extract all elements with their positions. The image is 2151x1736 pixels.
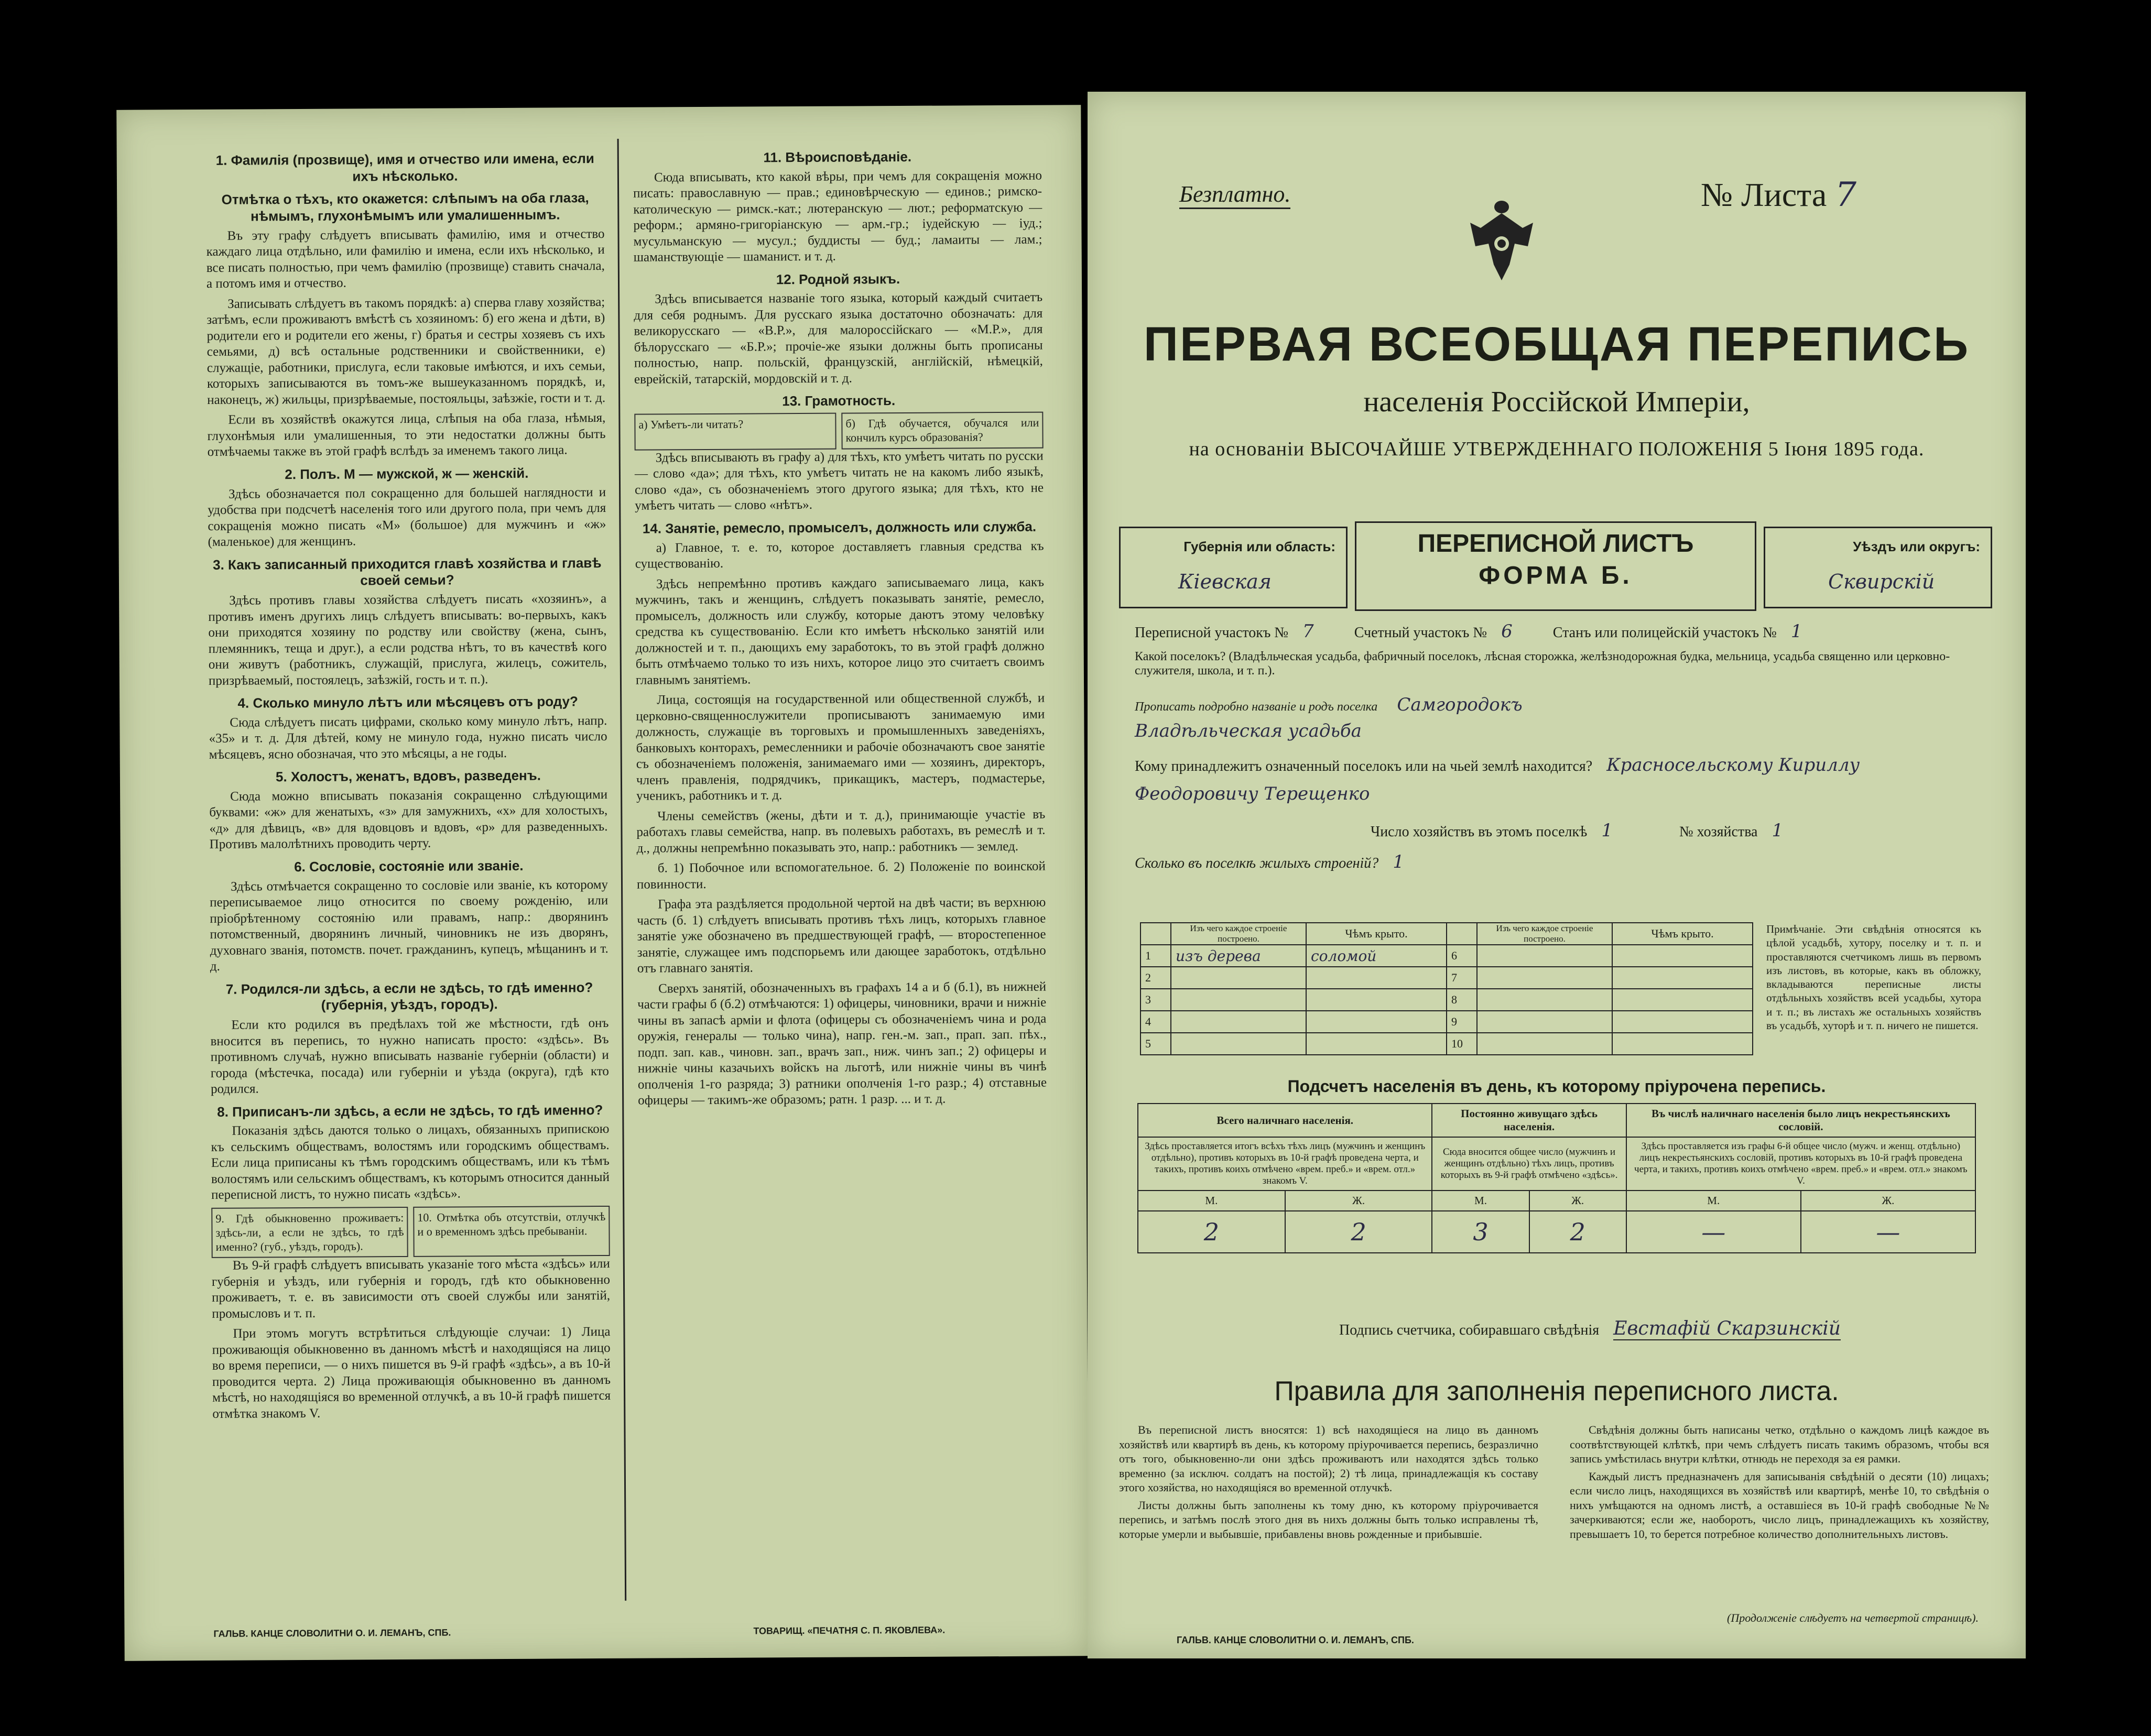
owner-value-1: Красносельскому Кириллу (1606, 755, 1860, 776)
section-paragraph: Графа эта раздѣляется продольной чертой на двѣ части; въ верхнюю часть (б. 1) слѣдуетъ вписывать противъ тѣхъ лицъ, которыхъ главное занятіе уже обозначено въ предшествующей графѣ, — второстепенное занятіе, служащее имъ подспорьемъ или дающее заработокъ, отдѣльно отъ главнаго занятія. (637, 895, 1046, 976)
section-paragraph: Сюда можно вписывать показанія сокращенно слѣдующими буквами: «ж» для женатыхъ, «з» для замужнихъ, «х» для холостыхъ, «д» для дѣвицъ, «в» для вдовцовъ и вдовъ, «р» для разведенныхъ. Противъ малолѣтнихъ проводить черту. (209, 787, 608, 852)
building-material (1171, 989, 1306, 1011)
rules-column-b (1570, 1423, 1989, 1544)
instructions-column-a (206, 144, 611, 1426)
building-roof-header-2: Чѣмъ крыто. (1612, 923, 1753, 945)
two-part-heading (634, 412, 1043, 451)
building-number: 4 (1140, 1011, 1171, 1033)
building-number: 1 (1140, 945, 1171, 967)
section-paragraph: Записывать слѣдуетъ въ такомъ порядкѣ: а) сперва главу хозяйства; затѣмъ, если проживаютъ вмѣстѣ съ хозяиномъ: б) его жена и дѣти, в) родители его и родители его жены, г) братья и сестры хозяевъ съ ихъ семьями, д) всѣ остальные родственники и свойственники, е) служащіе, работники, прислуга, если таковые имѣются, и ихъ семьи, которыхъ записываются въ томъ-же вышеуказанномъ порядкѣ, и, наконецъ, ж) жильцы, призрѣваемые, постояльцы, заѣзжіе, гости и т. д. (207, 294, 606, 407)
section-paragraph: Здѣсь непремѣнно противъ каждаго записываемаго лица, какъ мужчинъ, такъ и женщинъ, слѣдуетъ показывать занятіе, ремесло, промыселъ, должность или службу, которые даютъ этому человѣку средства къ существованію. Если кто имѣетъ нѣсколько занятій или должностей и т. п., дающихъ ему заработокъ, то въ этой графѣ должно быть отмѣчаемо только то изъ нихъ, которое лицо это считаетъ своимъ главнымъ занятіемъ. (635, 575, 1045, 687)
imprint-right-page: ГАЛЬВ. КАНЦЕ СЛОВОЛИТНИ О. И. ЛЕМАНЪ, СПБ. (1177, 1635, 1414, 1645)
section-heading: 8. Приписанъ-ли здѣсь, а если не здѣсь, то гдѣ именно? (217, 1101, 603, 1120)
stan-value: 1 (1790, 621, 1802, 642)
building-number: 2 (1140, 967, 1171, 989)
count-desc-permanent: Сюда вносится общее число (мужчинъ и женщинъ отдѣльно) тѣхъ лицъ, противъ которыхъ въ 9-й графѣ отмѣчено «здѣсь». (1432, 1137, 1626, 1191)
owner-label: Кому принадлежитъ означенный поселокъ или на чьей землѣ находится? (1135, 758, 1593, 774)
building-roof-header: Чѣмъ крыто. (1306, 923, 1447, 945)
uezd-value: Сквирскій (1828, 570, 1935, 593)
building-material (1477, 967, 1612, 989)
settlement-value-2: Владѣльческая усадьба (1135, 720, 1362, 741)
imprint-right: ТОВАРИЩ. «ПЕЧАТНЯ С. П. ЯКОВЛЕВА». (753, 1624, 946, 1636)
section-heading: 5. Холостъ, женатъ, вдовъ, разведенъ. (275, 767, 541, 785)
buildings-note: Примѣчаніе. Эти свѣдѣнія относятся къ цѣлой усадьбѣ, хутору, поселку и т. п. и проставляются счетчикомъ лишь въ первомъ изъ листовъ, въ которые, какъ въ обложку, вкладываются переписные листы отдѣльныхъ хозяйствъ всей усадьбы, хутора и т. п.; въ листахъ же остальныхъ хозяйствъ въ усадьбѣ, хуторѣ и т. п. ничего не пишется. (1766, 923, 1981, 1032)
building-number: 10 (1447, 1033, 1477, 1055)
form-title-box (1355, 521, 1756, 611)
count-value: — (1626, 1211, 1801, 1253)
column-divider (617, 139, 627, 1601)
right-page-census-form (1088, 92, 2026, 1658)
uezd-box (1764, 527, 1992, 608)
building-row (1140, 989, 1753, 1011)
signature-label: Подпись счетчика, собиравшаго свѣдѣнія (1339, 1322, 1600, 1338)
section-heading: 4. Сколько минуло лѣтъ или мѣсяцевъ отъ роду? (237, 693, 578, 711)
rule-paragraph: Въ переписной листъ вносятся: 1) всѣ находящіеся на лицо въ данномъ хозяйствѣ или квартирѣ въ день, къ которому пріурочивается перепись, безразлично отъ того, обыкновенно-ли они здѣсь проживаютъ или находятся здѣсь только временно (за исключ. солдатъ на постой); 2) тѣ лица, принадлежащія къ составу этого хозяйства, но находящіяся во временной отлучкѣ. (1119, 1423, 1538, 1494)
count-header-total: Всего наличнаго населенія. (1138, 1104, 1432, 1137)
instructions-column-b (633, 142, 1047, 1113)
two-part-cell: 9. Гдѣ обыкновенно проживаетъ: здѣсь-ли, а если не здѣсь, то гдѣ именно? (губ., уѣздъ, городъ). (211, 1207, 408, 1258)
building-roof (1612, 967, 1753, 989)
building-number: 9 (1447, 1011, 1477, 1033)
section-heading: 13. Грамотность. (782, 392, 896, 409)
uezd-label: Уѣздъ или округъ: (1853, 539, 1980, 554)
building-material (1477, 1011, 1612, 1033)
rule-paragraph: Свѣдѣнія должны быть написаны четко, отдѣльно о каждомъ лицѣ каждое въ соотвѣтствующей клѣткѣ, при чемъ слѣдуетъ писать такимъ образомъ, чтобы вся запись умѣстилась внутри клѣтки, отнюдь не переходя за ея рамки. (1570, 1423, 1989, 1465)
section-paragraph: Здѣсь вписывають въ графу а) для тѣхъ, кто умѣетъ читать по русски — слово «да»; для тѣхъ, кто умѣетъ читать не на какомъ либо языкѣ, слово «да», съ обозначеніемъ этого другого языка; для тѣхъ, кто не умѣетъ читать — слово «нѣтъ». (634, 449, 1044, 513)
plots-line (1135, 621, 1984, 642)
section-heading: 11. Вѣроисповѣданіе. (763, 148, 912, 166)
building-row (1140, 1033, 1753, 1055)
owner-line (1135, 755, 1984, 776)
count-value: 2 (1529, 1211, 1626, 1253)
building-roof (1612, 945, 1753, 967)
building-number: 7 (1447, 967, 1477, 989)
building-material-header-2: Изъ чего каждое строеніе построено. (1477, 923, 1612, 945)
section-paragraph: Если въ хозяйствѣ окажутся лица, слѣпыя на оба глаза, нѣмыя, глухонѣмыя или умалишенныя, то эти недостатки должны быть отмѣчаемы также въ этой графѣ вслѣдъ за именемъ такого лица. (207, 411, 606, 460)
owner-value-2: Феодоровичу Терещенко (1135, 783, 1370, 804)
buildings-label: Сколько въ поселкѣ жилыхъ строеній? (1135, 855, 1379, 871)
settlement-value-line (1135, 694, 1984, 715)
count-value: 2 (1285, 1211, 1432, 1253)
count-desc-non-peasant: Здѣсь проставляется изъ графы 6-й общее число (мужч. и женщ. отдѣльно) лицъ некрестьянскихъ сословій, противъ которыхъ въ 10-й графѣ проведена черта, и такихъ, противъ коихъ отмѣчено «врем. преб.» и «врем. отл.» знакомъ V. (1626, 1137, 1975, 1191)
building-material (1171, 1033, 1306, 1055)
building-material (1477, 989, 1612, 1011)
households-line (1371, 820, 1984, 841)
gubernia-label: Губернія или область: (1183, 539, 1335, 554)
section-paragraph: б. 1) Побочное или вспомогательное. б. 2) Положеніе по воинской повинности. (636, 859, 1046, 892)
building-material (1477, 945, 1612, 967)
stan-label: Станъ или полицейскій участокъ № (1552, 625, 1777, 641)
buildings-table (1140, 922, 1753, 1055)
section-heading: 14. Занятіе, ремесло, промыселъ, должность или служба. (642, 518, 1037, 537)
count-header-non-peasant: Въ числѣ наличнаго населенія было лицъ некрестьянскихъ сословій. (1626, 1104, 1975, 1137)
gubernia-value: Кіевская (1178, 570, 1272, 593)
building-roof (1306, 1011, 1447, 1033)
imprint-left: ГАЛЬВ. КАНЦЕ СЛОВОЛИТНИ О. И. ЛЕМАНЪ, СПБ. (213, 1627, 451, 1639)
settlement-type-line (1135, 650, 1984, 678)
count-value: 2 (1138, 1211, 1285, 1253)
sheet-number-label: № Листа (1701, 176, 1827, 213)
gubernia-box (1119, 527, 1348, 608)
building-roof (1612, 989, 1753, 1011)
section-paragraph: Если кто родился въ предѣлахъ той же мѣстности, гдѣ онъ вносится въ перепись, то нужно написать просто: «здѣсь». Въ противномъ случаѣ, нужно вписывать названіе губерніи (области) и города (мѣстечка, посада) или губерніи и уѣзда (округа), гдѣ кто родился. (210, 1016, 609, 1097)
sex-header: М. (1138, 1191, 1285, 1211)
building-material: изъ дерева (1171, 945, 1306, 967)
building-roof (1306, 989, 1447, 1011)
count-value: 3 (1432, 1211, 1529, 1253)
section-heading: 7. Родился-ли здѣсь, а если не здѣсь, то гдѣ именно? (губернія, уѣздъ, городъ). (225, 979, 593, 1013)
building-number: 8 (1447, 989, 1477, 1011)
household-number-label: № хозяйства (1679, 824, 1758, 840)
section-paragraph: Здѣсь отмѣчается сокращенно то сословіе или званіе, къ которому переписываемое лицо относится по своему рожденію, или пріобрѣтенному состоянію или правамъ, напр.: дворянинъ потомственный, дворянинъ личный, чиновникъ не изъ дворянъ, духовнаго званія, потомств. почет. гражданинъ, купецъ, мѣщанинъ и т. д. (210, 877, 609, 974)
census-subtitle: населенія Россійской Имперіи, (1363, 386, 1750, 418)
building-material-header: Изъ чего каждое строеніе построено. (1171, 923, 1306, 945)
rule-paragraph: Листы должны быть заполнены къ тому дню, къ которому пріурочивается перепись, и затѣмъ послѣ этого дня въ нихъ должны быть только исправлены тѣ, которые умерли и выбывшіе, прибавлены вновь рожденные и прибывшіе. (1119, 1498, 1538, 1541)
buildings-line (1135, 851, 1984, 872)
building-roof: соломой (1306, 945, 1447, 967)
settlement-value-1: Самгородокъ (1397, 694, 1523, 715)
section-heading: 1. Фамилія (прозвище), имя и отчество или имена, если ихъ нѣсколько. (215, 150, 594, 184)
section-heading: 3. Какъ записанный приходится главѣ хозяйства и главѣ своей семьи? (213, 554, 602, 588)
two-part-cell: а) Умѣетъ-ли читать? (634, 413, 836, 451)
section-paragraph: Показанія здѣсь даются только о лицахъ, обязанныхъ припискою къ сельскимъ обществамъ, волостямъ или городскимъ обществамъ. Если лица приписаны къ тѣмъ городскимъ обществамъ, или къ тѣмъ волостямъ или сельскимъ обществамъ, къ которымъ относится данный переписной листъ, то нужно писать «здѣсь». (211, 1122, 610, 1203)
building-roof (1306, 967, 1447, 989)
form-subtitle: ФОРМА Б. (1479, 562, 1633, 589)
section-paragraph: Члены семействъ (жены, дѣти и т. д.), принимающіе участіе въ работахъ главы семейства, напр. въ полевыхъ работахъ, въ ремеслѣ и т. д., должны непремѣнно показывать это, напр.: работникъ — землед. (636, 807, 1046, 856)
section-paragraph: Въ 9-й графѣ слѣдуетъ вписывать указаніе того мѣста «здѣсь» или губернія и уѣздъ, или губернія и городъ, гдѣ кто обыкновенно проживаетъ, т. е. въ зависимости отъ своей службы или занятій, промысловъ и т. п. (211, 1257, 611, 1321)
sex-header: Ж. (1529, 1191, 1626, 1211)
building-row (1140, 967, 1753, 989)
section-paragraph: а) Главное, т. е. то, которое доставляетъ главныя средства къ существованію. (635, 539, 1044, 571)
section-paragraph: Здѣсь противъ главы хозяйства слѣдуетъ писать «хозяинъ», а противъ именъ другихъ лицъ слѣдуетъ вписывать: во-первыхъ, какъ они приходятся хозяину по родству или свойству (жена, сынъ, племянникъ, теща и друг.), а если родства нѣтъ, то въ качествѣ кого они живутъ (работникъ, служащій, прислуга, жилецъ, сожитель, призрѣваемый, постоялецъ, заѣзжій, гость и т. п.). (208, 591, 607, 688)
building-material (1171, 1011, 1306, 1033)
two-part-cell: 10. Отмѣтка объ отсутствіи, отлучкѣ и о временномъ здѣсь пребываніи. (413, 1206, 610, 1257)
section-heading: 12. Родной языкъ. (776, 270, 900, 287)
section-paragraph: Лица, состоящія на государственной или общественной службѣ, и церковно-священнослужители прописываютъ занимаемую ими должность, служащіе въ торговыхъ и промышленныхъ заведеніяхъ, банковыхъ конторахъ, ремесленники и рабочіе обозначаютъ свое занятіе съ обозначеніемъ положенія, занимаемаго ими — хозяинъ, директоръ, членъ правленія, подрядчикъ, прикащикъ, мастеръ, подмастерье, ученикъ, работникъ и т. д. (636, 691, 1046, 803)
rules-title: Правила для заполненія переписного листа. (1274, 1376, 1839, 1406)
section-paragraph: Здѣсь обозначается пол сокращенно для большей наглядности и удобства при подсчетѣ населенія того или другого пола, при чемъ для сокращенія можно писать «М» (большое) для мужчинъ и «ж» (маленькое) для женщинъ. (208, 485, 606, 550)
settlement-hint: Прописать подробно названіе и родъ поселка (1135, 700, 1378, 714)
rules-column-a (1119, 1423, 1538, 1544)
building-number: 6 (1447, 945, 1477, 967)
sheet-number (1701, 176, 1856, 214)
sex-header: М. (1432, 1191, 1529, 1211)
continuation-note: (Продолженіе слѣдуетъ на четвертой страницѣ). (1727, 1611, 1979, 1624)
sex-header: М. (1626, 1191, 1801, 1211)
population-count-title: Подсчетъ населенія въ день, къ которому пріурочена перепись. (1287, 1077, 1826, 1096)
section-heading: Отмѣтка о тѣхъ, кто окажется: слѣпымъ на оба глаза, нѣмымъ, глухонѣмымъ или умалишеннымъ. (221, 190, 589, 224)
building-roof (1306, 1033, 1447, 1055)
section-paragraph: Въ эту графу слѣдуетъ вписывать фамилію, имя и отчество каждаго лица отдѣльно, или фамилію и имена, если ихъ нѣсколько, и все писать полностью, при чемъ фамилію (прозвище) ставить сначала, а потомъ имя и отчество. (206, 226, 605, 291)
settlement-label: Какой поселокъ? (Владѣльческая усадьба, фабричный поселокъ, лѣсная сторожка, желѣзнодорожная будка, мельница, усадьба священно или церковно-служителя, школа, и т. п.). (1135, 650, 1950, 678)
building-roof (1612, 1033, 1753, 1055)
count-desc-total: Здѣсь проставляется итогъ всѣхъ тѣхъ лицъ (мужчинъ и женщинъ отдѣльно), противъ которыхъ въ 10-й графѣ проведена черта, и такихъ, противъ коихъ отмѣчено «врем. преб.» и «врем. отл.» знакомъ V. (1138, 1137, 1432, 1191)
two-part-heading (211, 1206, 610, 1258)
perepisnoy-value: 7 (1302, 621, 1314, 642)
free-of-charge-label: Безплатно. (1179, 181, 1290, 209)
households-value: 1 (1601, 820, 1613, 841)
building-material (1477, 1033, 1612, 1055)
building-number: 3 (1140, 989, 1171, 1011)
building-number: 5 (1140, 1033, 1171, 1055)
census-basis: на основаніи ВЫСОЧАЙШЕ УТВЕРЖДЕННАГО ПОЛОЖЕНІЯ 5 Іюня 1895 года. (1189, 438, 1925, 460)
section-heading: 6. Сословіе, состояніе или званіе. (294, 857, 524, 875)
schetny-label: Счетный участокъ № (1354, 625, 1487, 641)
population-count-table (1137, 1103, 1976, 1253)
rule-paragraph: Каждый листъ предназначенъ для записыванія свѣдѣній о десяти (10) лицахъ; если число лицъ, находящихся въ хозяйствѣ или квартирѣ, менѣе 10, то свѣдѣнія о нихъ умѣщаются на одномъ листѣ, а оставшіеся въ 10-й графѣ свободные №№ зачеркиваются; если же, наоборотъ, число лицъ, принадлежащихъ къ хозяйству, превышаетъ 10, то берется потребное количество дополнительныхъ листовъ. (1570, 1469, 1989, 1541)
enumerator-signature-line (1339, 1318, 1841, 1339)
building-row (1140, 1011, 1753, 1033)
section-paragraph: Сверхъ занятій, обозначенныхъ въ графахъ 14 а и б (б.1), въ нижней части графы б (б.2) отмѣчаются: 1) офицеры, чиновники, врачи и нижніе чины въ запасѣ арміи и флота (офицеры съ обозначеніемъ чина и рода оружія, генералы — только чина), напр. ген.-м. зап., прап. зап. пѣх., подп. зап. кав., чиновн. зап., врачъ зап., ниж. чинъ зап.; 2) офицеры и нижніе чины казачьихъ войскъ на льготѣ, или нижніе чины въ чинѣ ополченія 1-го разряда; 3) ратники ополченія 1-го разр.; 4) отставные офицеры — такимъ-же образомъ; ратн. 1 разр. ... и т. д. (637, 979, 1047, 1108)
sex-header: Ж. (1285, 1191, 1432, 1211)
section-paragraph: Сюда вписывать, кто какой вѣры, при чемъ для сокращенія можно писать: православную — прав.; единовѣрческую — единов.; римско-католическую — римск.-кат.; лютеранскую — лют.; реформатскую — реформ.; армяно-григоріанскую — арм.-гр.; іудейскую — іуд.; мусульманскую — мусул.; буддисты — буд.; ламаиты — лам.; шаманствующіе — шаманист. и т. д. (633, 168, 1042, 265)
two-part-cell: б) Гдѣ обучается, обучался или кончилъ курсъ образованія? (841, 412, 1043, 450)
building-row (1140, 945, 1753, 967)
schetny-value: 6 (1501, 621, 1513, 642)
section-paragraph: При этомъ могутъ встрѣтиться слѣдующіе случаи: 1) Лица проживающія обыкновенно въ данномъ мѣстѣ и находящіяся на лицо во время переписи, — о нихъ пишется въ 9-й графѣ «здѣсь», а въ 10-й проводится черта. 2) Лица проживающія обыкновенно въ данномъ мѣстѣ, но находящіяся во временной отлучкѣ, а въ 10-й графѣ пишется отмѣтка знакомъ V. (212, 1325, 611, 1421)
buildings-value: 1 (1393, 851, 1404, 872)
household-number-value: 1 (1772, 820, 1784, 841)
owner-line-2 (1135, 783, 1984, 804)
imperial-eagle-icon (1465, 196, 1538, 286)
count-header-permanent: Постоянно живущаго здѣсь населенія. (1432, 1104, 1626, 1137)
households-label: Число хозяйствъ въ этомъ поселкѣ (1371, 824, 1588, 840)
section-paragraph: Здѣсь вписывается названіе того языка, который каждый считаетъ для себя роднымъ. Для русскаго языка достаточно обозначать: для великорусскаго — «В.Р.», для малороссійскаго — «М.Р.», для бѣлорусскаго — «Б.Р.»; прочіе-же языки должны быть прописаны полностью, напр. польскій, французскій, англійскій, нѣмецкій, еврейскій, татарскій, мордовскій и т. д. (634, 290, 1043, 387)
sex-header: Ж. (1801, 1191, 1975, 1211)
form-title: ПЕРЕПИСНОЙ ЛИСТЪ (1417, 530, 1694, 558)
building-material (1171, 967, 1306, 989)
signature-value: Евстафій Скарзинскій (1613, 1318, 1841, 1339)
census-title: ПЕРВАЯ ВСЕОБЩАЯ ПЕРЕПИСЬ (1143, 318, 1970, 371)
building-roof (1612, 1011, 1753, 1033)
section-paragraph: Сюда слѣдуетъ писать цифрами, сколько кому минуло лѣтъ, напр. «35» и т. д. Для дѣтей, кому не минуло года, нужно писать число мѣсяцевъ, ясно обозначая, что это мѣсяцы, а не годы. (209, 713, 607, 762)
left-page-instructions (116, 105, 1089, 1661)
count-value: — (1801, 1211, 1975, 1253)
section-heading: 2. Полъ. М — мужской, ж — женскій. (285, 465, 529, 483)
sheet-number-value: 7 (1835, 176, 1856, 214)
perepisnoy-label: Переписной участокъ № (1135, 625, 1289, 641)
settlement-value-line-2 (1135, 720, 1984, 741)
